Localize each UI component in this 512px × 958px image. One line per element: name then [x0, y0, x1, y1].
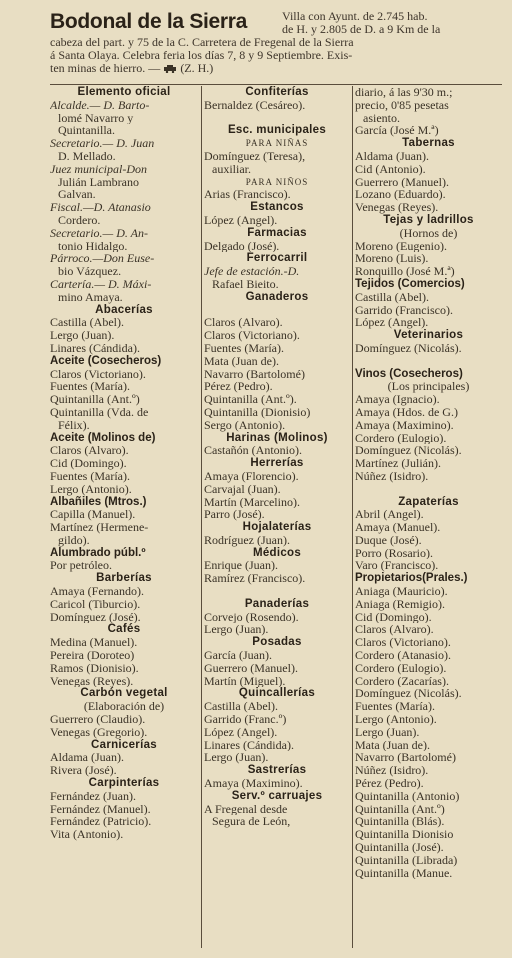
section-heading: Abacerías: [95, 303, 153, 316]
entry-line: Cordero (Atanasio).: [355, 649, 451, 662]
entry-line: [204, 585, 350, 598]
entry-line: Amaya (Maximino).: [204, 777, 303, 790]
entry-line: Quintanilla (Ant.º): [355, 802, 445, 816]
section-heading: Tabernas: [402, 137, 455, 150]
entry-line: Claros (Alvaro).: [50, 444, 129, 458]
entry-line: Amaya (Ignacio).: [355, 393, 440, 406]
section-heading: Tejas y ladrillos: [383, 213, 474, 226]
entry-line: Pereira (Doroteo): [50, 649, 135, 662]
section-note: (Los principales): [387, 380, 470, 394]
section-heading: Vinos (Cosecheros): [355, 367, 463, 380]
entry-line: Lergo (Antonio).: [50, 482, 132, 496]
entry-line: Lergo (Antonio).: [355, 713, 437, 726]
entry-line: Quintanilla (Blás).: [355, 815, 445, 829]
entry-line: Quintanilla (Ant.º).: [204, 393, 297, 406]
section-heading: Carnicerías: [91, 738, 157, 751]
entry-line: Castilla (Abel).: [50, 316, 124, 330]
header-line-5-tail: (Z. H.): [180, 61, 214, 75]
entry-line: Carvajal (Juan).: [204, 482, 281, 496]
section-heading: Cafés: [107, 623, 141, 636]
column-1: [50, 86, 198, 841]
entry-line: Navarro (Bartolomé): [204, 367, 305, 381]
header-line-1: Villa con Ayunt. de 2.745 hab.: [282, 9, 428, 23]
section-heading: Quincallerías: [238, 687, 316, 700]
column-2: [204, 86, 350, 828]
entry-line: A Fregenal desde: [204, 802, 288, 816]
entry-continuation: Segura de León,: [212, 815, 291, 829]
entry-continuation: tonio Hidalgo.: [58, 239, 128, 253]
entry-continuation: auxiliar.: [212, 162, 251, 176]
section-heading: Hojalaterías: [242, 521, 312, 534]
entry-line: Castañón (Antonio).: [204, 444, 302, 458]
entry-line: [204, 304, 350, 317]
entry-line: Claros (Alvaro).: [204, 316, 283, 330]
entry-line: Quintanilla Dionisio: [355, 828, 454, 842]
entry-line: Sergo (Antonio).: [204, 418, 286, 432]
entry-line: López (Angel).: [204, 213, 278, 227]
entry-line: Martín (Miguel).: [204, 674, 286, 688]
header-rule: [50, 84, 502, 85]
entry-line: Venegas (Reyes).: [355, 201, 439, 214]
entry-continuation: mino Amaya.: [58, 290, 123, 304]
entry-line: Martín (Marcelino).: [204, 495, 300, 509]
entry-continuation: bio Vázquez.: [58, 265, 122, 278]
entry-line: Navarro (Bartolomé): [355, 751, 456, 765]
entry-line: Domínguez (José).: [50, 610, 141, 624]
entry-line: Arias (Francisco).: [204, 188, 291, 202]
entry-line: Cordero (Zacarías).: [355, 674, 449, 688]
entry-line: Abril (Angel).: [355, 508, 424, 522]
entry-line: Lergo (Juan).: [50, 329, 115, 342]
entry-line: López (Angel).: [355, 316, 429, 330]
section-heading: Alumbrado públ.º: [50, 546, 146, 559]
entry-line: Domínguez (Nicolás).: [355, 341, 462, 355]
section-heading: Carpinterías: [88, 777, 160, 790]
entry-continuation: gildo).: [58, 533, 90, 547]
entry-line: Núñez (Isidro).: [355, 764, 429, 778]
entry-line: Fuentes (María).: [204, 341, 284, 355]
section-heading: Elemento oficial: [77, 86, 171, 98]
entry-continuation: asiento.: [363, 111, 400, 125]
entry-line: Lozano (Eduardo).: [355, 188, 446, 202]
entry-line: Corvejo (Rosendo).: [204, 610, 299, 624]
entry-line: Cid (Antonio).: [355, 162, 426, 176]
entry-line: precio, 0'85 pesetas: [355, 98, 449, 112]
entry-line: Claros (Victoriano).: [355, 636, 451, 650]
entry-line: Guerrero (Manuel).: [355, 175, 449, 189]
entry-line: diario, á las 9'30 m.;: [355, 86, 453, 99]
entry-line: Medina (Manuel).: [50, 636, 138, 650]
entry-line: Duque (José).: [355, 533, 422, 547]
entry-line: Pérez (Pedro).: [355, 777, 424, 790]
entry-line: Ronquillo (José M.ª): [355, 265, 455, 278]
entry-line: Moreno (Luis).: [355, 252, 429, 266]
entry-line: Rivera (José).: [50, 764, 117, 778]
entry-continuation: Cordero.: [58, 213, 101, 227]
entry-line: Cartería.— D. Máxi-: [50, 277, 152, 291]
entry-line: Linares (Cándida).: [50, 341, 140, 355]
entry-line: Fuentes (María).: [355, 700, 435, 714]
header-line-4: á Santa Olaya. Celebra feria los días 7, 8 y 9 Septiembre. Exis-: [50, 48, 353, 62]
entry-line: Domínguez (Nicolás).: [355, 444, 462, 458]
entry-line: Martínez (Julián).: [355, 457, 441, 470]
column-divider-2: [352, 86, 353, 948]
section-heading: Ganaderos: [245, 290, 309, 303]
entry-line: Quintanilla (José).: [355, 841, 444, 854]
entry-line: Domínguez (Nicolás).: [355, 687, 462, 701]
entry-line: Claros (Victoriano).: [204, 329, 300, 342]
entry-line: Caricol (Tiburcio).: [50, 597, 141, 611]
section-heading: Zapaterías: [398, 495, 459, 508]
column-3: [355, 86, 502, 879]
entry-line: Fuentes (María).: [50, 469, 130, 483]
entry-line: Quintanilla (Ant.º): [50, 393, 140, 406]
section-note: (Hornos de): [399, 226, 458, 240]
entry-line: López (Angel).: [204, 725, 278, 739]
entry-line: Garrido (Franc.º): [204, 713, 287, 726]
section-heading: Ferrocarril: [246, 252, 308, 265]
entry-line: Aniaga (Remigio).: [355, 597, 445, 611]
section-heading: Serv.º carruajes: [231, 789, 323, 802]
entry-continuation: lomé Navarro y: [58, 111, 134, 125]
entry-line: Garrido (Francisco).: [355, 303, 453, 317]
entry-line: Venegas (Gregorio).: [50, 725, 148, 739]
entry-line: Jefe de estación.-D.: [204, 265, 300, 278]
section-heading: Farmacias: [247, 226, 307, 239]
section-heading: Posadas: [252, 636, 302, 649]
entry-line: Cid (Domingo).: [50, 457, 127, 470]
entry-line: Domínguez (Teresa),: [204, 149, 306, 163]
entry-line: Amaya (Manuel).: [355, 521, 441, 534]
entry-line: Castilla (Abel).: [355, 290, 429, 304]
entry-continuation: Félix).: [58, 418, 90, 432]
entry-line: Mata (Juan de).: [355, 738, 430, 752]
entry-line: Fernández (Manuel).: [50, 802, 151, 816]
section-heading: Carbón vegetal: [80, 687, 168, 700]
entry-line: Quintanilla (Manue.: [355, 866, 453, 880]
entry-line: Por petróleo.: [50, 559, 112, 573]
header-line-5-text: ten minas de hierro. —: [50, 61, 161, 75]
entry-line: Cid (Domingo).: [355, 610, 432, 624]
entry-line: Ramos (Dionisio).: [50, 661, 139, 675]
entry-line: Quintanilla (Librada): [355, 853, 458, 867]
section-heading: Confiterías: [245, 86, 309, 98]
header-line-3: cabeza del part. y 75 de la C. Carretera de Fregenal de la Sierra: [50, 35, 354, 49]
entry-line: Fernández (Juan).: [50, 789, 136, 803]
town-name: Bodonal de la Sierra: [50, 10, 248, 33]
entry-line: Varo (Francisco).: [355, 559, 439, 573]
section-heading: Estancos: [250, 201, 304, 214]
entry-line: Rodríguez (Juan).: [204, 533, 290, 547]
entry-line: Porro (Rosario).: [355, 546, 433, 560]
entry-line: Claros (Victoriano).: [50, 367, 146, 381]
entry-line: Amaya (Fernando).: [50, 585, 144, 598]
entry-line: Secretario.— D. Juan: [50, 137, 155, 150]
entry-line: Quintanilla (Dionisio): [204, 405, 311, 419]
section-heading: Panaderías: [244, 597, 310, 610]
section-heading: Tejidos (Comercios): [355, 277, 465, 290]
entry-line: Fernández (Patricio).: [50, 815, 152, 829]
entry-continuation: Rafael Bieito.: [212, 277, 279, 291]
entry-line: Parro (José).: [204, 508, 265, 522]
entry-line: Pérez (Pedro).: [204, 380, 273, 394]
entry-line: Cordero (Eulogio).: [355, 661, 447, 675]
section-heading: Veterinarios: [393, 329, 464, 342]
entry-line: Fuentes (María).: [50, 380, 130, 394]
entry-line: Claros (Alvaro).: [355, 623, 434, 637]
entry-line: Aldama (Juan).: [355, 149, 429, 163]
section-heading: Aceite (Molinos de): [50, 431, 156, 444]
entry-line: Secretario.— D. An-: [50, 226, 148, 240]
entry-line: Mata (Juan de).: [204, 354, 279, 368]
section-heading: Aceite (Cosecheros): [50, 354, 162, 367]
car-icon: [163, 65, 177, 73]
entry-line: Aldama (Juan).: [50, 751, 124, 765]
section-heading: Sastrerías: [247, 764, 307, 777]
entry-line: Fiscal.—D. Atanasio: [50, 201, 151, 214]
entry-continuation: Galvan.: [58, 188, 96, 202]
entry-line: Martínez (Hermene-: [50, 521, 149, 534]
entry-line: Aniaga (Mauricio).: [355, 585, 448, 598]
entry-line: Amaya (Florencio).: [204, 469, 299, 483]
column-divider-1: [201, 86, 202, 948]
entry-line: Vita (Antonio).: [50, 828, 124, 842]
entry-line: Lergo (Juan).: [204, 751, 269, 765]
entry-line: García (José M.ª): [355, 124, 439, 138]
section-heading: Herrerías: [250, 457, 304, 470]
entry-line: Bernaldez (Cesáreo).: [204, 98, 306, 112]
town-header: [50, 8, 502, 86]
entry-line: Quintanilla (Antonio): [355, 789, 460, 803]
entry-line: [355, 355, 502, 368]
entry-line: Linares (Cándida).: [204, 738, 294, 752]
entry-line: Amaya (Maximino).: [355, 418, 454, 432]
entry-line: Párroco.—Don Euse-: [50, 252, 155, 266]
section-heading: Albañiles (Mtros.): [50, 495, 147, 508]
section-note: (Elaboración de): [83, 700, 165, 714]
entry-line: Quintanilla (Vda. de: [50, 405, 149, 419]
entry-line: [204, 112, 350, 125]
entry-line: Juez municipal-Don: [50, 162, 147, 176]
entry-line: Alcalde.— D. Barto-: [50, 98, 150, 112]
entry-line: Delgado (José).: [204, 239, 280, 253]
entry-continuation: Quintanilla.: [58, 124, 115, 138]
entry-line: Capilla (Manuel).: [50, 508, 136, 522]
entry-continuation: D. Mellado.: [58, 149, 116, 163]
entry-line: García (Juan).: [204, 649, 272, 662]
entry-line: Lergo (Juan).: [355, 725, 420, 739]
section-heading: Médicos: [252, 546, 302, 559]
entry-line: Ramírez (Francisco).: [204, 572, 306, 586]
entry-line: Amaya (Hdos. de G.): [355, 405, 458, 419]
entry-line: Guerrero (Manuel).: [204, 661, 298, 675]
section-heading: Esc. municipales: [227, 124, 327, 137]
section-heading: Barberías: [96, 572, 152, 585]
entry-line: Moreno (Eugenio).: [355, 239, 447, 253]
entry-line: Cordero (Eulogio).: [355, 431, 447, 445]
entry-line: Guerrero (Claudio).: [50, 713, 146, 726]
entry-line: Lergo (Juan).: [204, 623, 269, 637]
subheading: PARA NIÑOS: [245, 176, 309, 187]
entry-line: Núñez (Isidro).: [355, 469, 429, 483]
entry-line: Venegas (Reyes).: [50, 674, 134, 688]
entry-line: Castilla (Abel).: [204, 700, 278, 714]
subheading: PARA NIÑAS: [245, 138, 309, 149]
section-heading: Harinas (Molinos): [226, 431, 328, 444]
header-line-5: [50, 62, 213, 75]
entry-line: [355, 483, 502, 496]
entry-continuation: Julián Lambrano: [58, 175, 139, 189]
section-heading: Propietarios(Prales.): [355, 572, 468, 585]
entry-line: Enrique (Juan).: [204, 559, 278, 573]
header-line-2: de H. y 2.805 de D. a 9 Km de la: [282, 22, 441, 36]
